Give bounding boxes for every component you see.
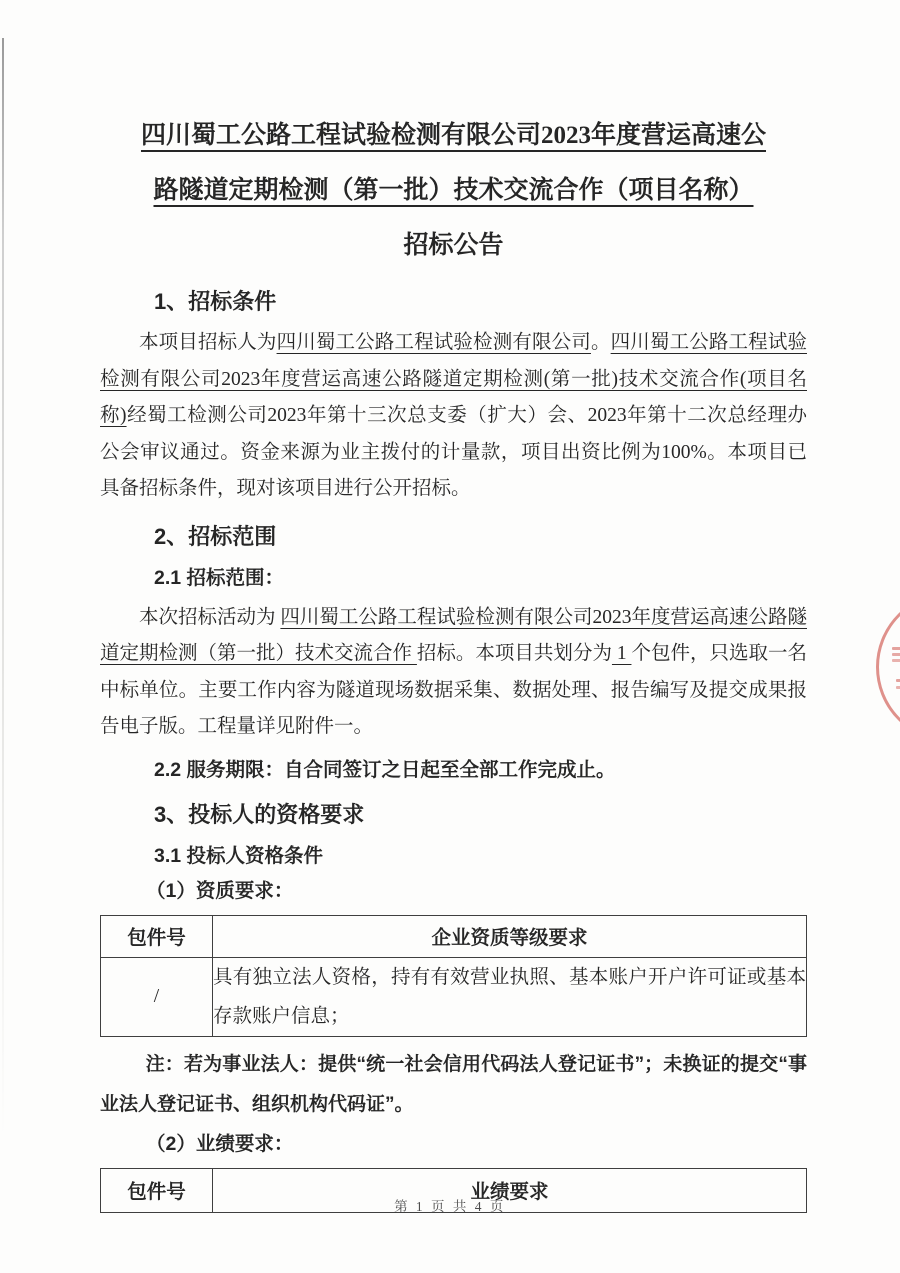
document-content [100,0,807,1213]
package-number-header: 包件号 [101,915,213,957]
document-title [100,108,807,273]
text-segment: 招标。本项目共划分为 [416,643,612,664]
text-segment: 本次招标活动为 [139,606,281,628]
title-line-2: 路隧道定期检测（第一批）技术交流合作（项目名称） [153,177,754,204]
title-line-1: 四川蜀工公路工程试验检测有限公司2023年度营运高速公 [140,122,766,149]
section-2-paragraph [100,600,807,746]
qualification-table [100,915,807,1037]
section-3-heading: 3、投标人的资格要求 [154,801,365,827]
underlined-text: 四川蜀工公路工程试验检测有限公司2023年度营运高速公路隧道定期检测(第一批)技术交流合作(项目名称) [100,332,807,426]
section-1-paragraph [100,325,807,508]
underlined-text: 1 [611,643,632,664]
scan-edge-artifact [2,38,4,1138]
table-row [101,957,807,1036]
package-number-cell: / [101,957,213,1036]
legal-entity-note: 注：若为事业法人：提供“统一社会信用代码法人登记证书”；未换证的提交“事业法人登记证书、组织机构代码证”。 [100,1053,807,1115]
text-segment: 。 [590,332,611,353]
underlined-text: 四川蜀工公路工程试验检测有限公司 [276,332,591,353]
text-segment: 个包件，只选取一名中标单位。主要工作内容为隧道现场数据采集、数据处理、报告编写及提交成果报告电子版。工程量详见附件一。 [100,643,807,737]
page-number: 第 1 页 共 4 页 [394,1199,506,1214]
qualification-grade-header: 企业资质等级要求 [213,915,807,957]
title-line-3: 招标公告 [403,232,504,259]
qualification-requirement-label: （1）资质要求： [146,879,294,902]
section-2-1-subheading: 2.1 招标范围： [154,566,285,589]
section-2-2-subheading: 2.2 服务期限：自合同签订之日起至全部工作完成止。 [154,758,616,781]
package-number-header: 包件号 [101,1168,213,1212]
seal-text-fragment [892,647,900,650]
seal-text-fragment [896,679,900,682]
qualification-requirement-cell: 具有独立法人资格，持有有效营业执照、基本账户开户许可证或基本存款账户信息； [213,957,807,1036]
performance-requirement-label: （2）业绩要求： [146,1132,294,1155]
table-header-row [101,915,807,957]
text-segment: 经蜀工检测公司2023年第十三次总支委（扩大）会、2023年第十二次总经理办公会审议通过。资金来源为业主拨付的计量款，项目出资比例为100%。本项目已具备招标条件，现对该项目进行公开招标。 [100,405,807,499]
red-seal-stamp-icon [876,592,900,742]
section-3-1-subheading: 3.1 投标人资格条件 [154,844,324,867]
underlined-text: 四川蜀工公路工程试验检测有限公司2023年度营运高速公路隧道定期检测（第一批）技术交流合作 [100,606,807,664]
section-1-heading: 1、招标条件 [154,289,277,314]
section-2-heading: 2、招标范围 [154,523,277,549]
performance-requirement-header: 业绩要求 [213,1168,807,1212]
text-segment: 本项目招标人为 [139,332,277,353]
